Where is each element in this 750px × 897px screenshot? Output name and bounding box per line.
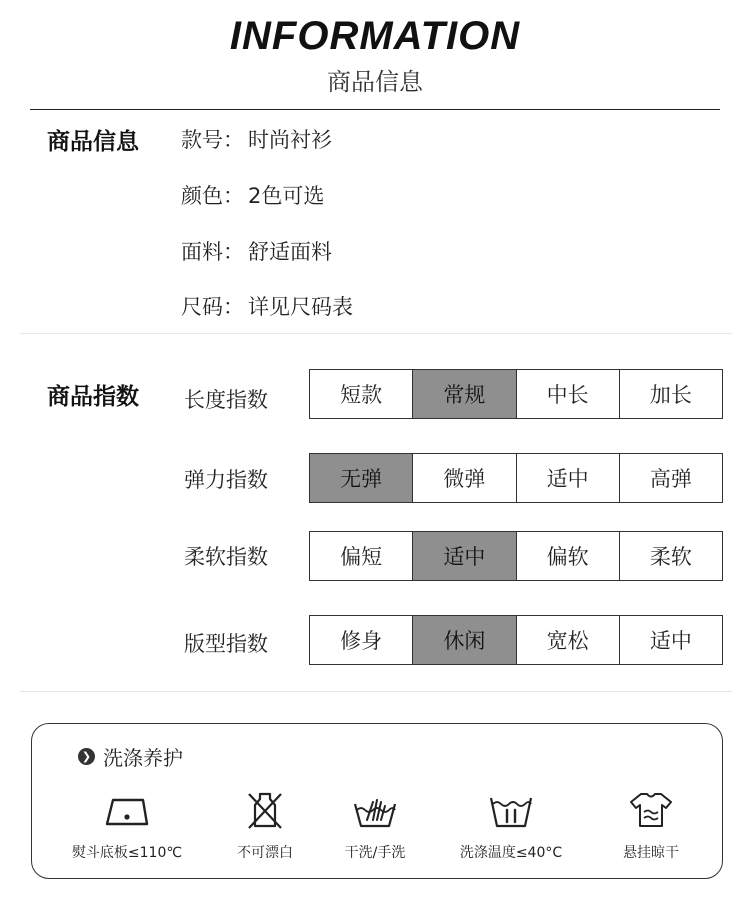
product-info-heading: 商品信息 bbox=[47, 129, 139, 155]
care-label: 熨斗底板≤110℃ bbox=[71, 845, 183, 861]
index-option: 常规 bbox=[413, 370, 516, 418]
index-option: 适中 bbox=[517, 454, 620, 502]
index-option: 中长 bbox=[517, 370, 620, 418]
care-title bbox=[78, 742, 183, 771]
arrow-circle-icon: ❯ bbox=[78, 748, 95, 765]
index-label-elasticity: 弹力指数 bbox=[184, 468, 268, 492]
section-divider bbox=[20, 691, 732, 692]
index-option: 无弹 bbox=[310, 454, 413, 502]
info-row-color: 颜色： 2色可选 bbox=[181, 184, 325, 208]
info-value: 2色可选 bbox=[248, 184, 325, 208]
care-label: 干洗/手洗 bbox=[344, 845, 406, 861]
care-item-hand-wash bbox=[300, 790, 450, 862]
index-label-softness: 柔软指数 bbox=[184, 545, 268, 569]
index-option: 偏软 bbox=[517, 532, 620, 580]
page-title-chinese: 商品信息 bbox=[327, 68, 423, 96]
section-divider bbox=[20, 333, 732, 334]
index-option: 适中 bbox=[649, 629, 692, 653]
iron-icon bbox=[103, 790, 151, 830]
index-option: 修身 bbox=[310, 616, 413, 664]
hang-dry-icon bbox=[627, 790, 675, 830]
page-title-english: INFORMATION bbox=[229, 14, 521, 58]
info-row-style: 款号： 时尚衬衫 bbox=[181, 128, 332, 152]
info-value: 详见尺码表 bbox=[248, 295, 353, 319]
care-label: 不可漂白 bbox=[237, 845, 293, 861]
index-option: 偏短 bbox=[310, 532, 413, 580]
info-value: 舒适面料 bbox=[248, 240, 332, 264]
index-option: 短款 bbox=[310, 370, 413, 418]
index-option: 宽松 bbox=[517, 616, 620, 664]
index-option: 加长 bbox=[649, 383, 692, 407]
care-item-wash-temperature bbox=[436, 790, 586, 862]
care-label: 洗涤温度≤40°C bbox=[459, 845, 563, 861]
index-label-length: 长度指数 bbox=[184, 388, 268, 412]
care-label: 悬挂晾干 bbox=[623, 845, 679, 861]
info-label: 颜色 bbox=[181, 184, 223, 208]
info-value: 时尚衬衫 bbox=[248, 128, 332, 152]
info-row-fabric: 面料： 舒适面料 bbox=[181, 240, 332, 264]
care-item-hang-dry bbox=[576, 790, 726, 862]
elasticity-index-scale bbox=[309, 453, 723, 503]
fit-index-scale bbox=[309, 615, 723, 665]
wash-temperature-icon bbox=[487, 790, 535, 830]
info-label: 尺码 bbox=[181, 295, 223, 319]
index-option: 高弹 bbox=[649, 467, 692, 491]
length-index-scale bbox=[309, 369, 723, 419]
product-index-heading: 商品指数 bbox=[47, 384, 139, 410]
hand-wash-icon bbox=[351, 790, 399, 830]
care-item-iron bbox=[52, 790, 202, 862]
index-option: 微弹 bbox=[413, 454, 516, 502]
care-title-text: 洗涤养护 bbox=[103, 746, 183, 770]
index-option: 适中 bbox=[413, 532, 516, 580]
softness-index-scale bbox=[309, 531, 723, 581]
index-option: 休闲 bbox=[413, 616, 516, 664]
index-option: 柔软 bbox=[649, 545, 692, 569]
info-label: 面料 bbox=[181, 240, 223, 264]
info-label: 款号 bbox=[181, 128, 223, 152]
header-divider bbox=[30, 109, 720, 110]
info-row-size: 尺码： 详见尺码表 bbox=[181, 295, 353, 319]
index-label-fit: 版型指数 bbox=[184, 632, 268, 656]
no-bleach-icon bbox=[241, 790, 289, 830]
